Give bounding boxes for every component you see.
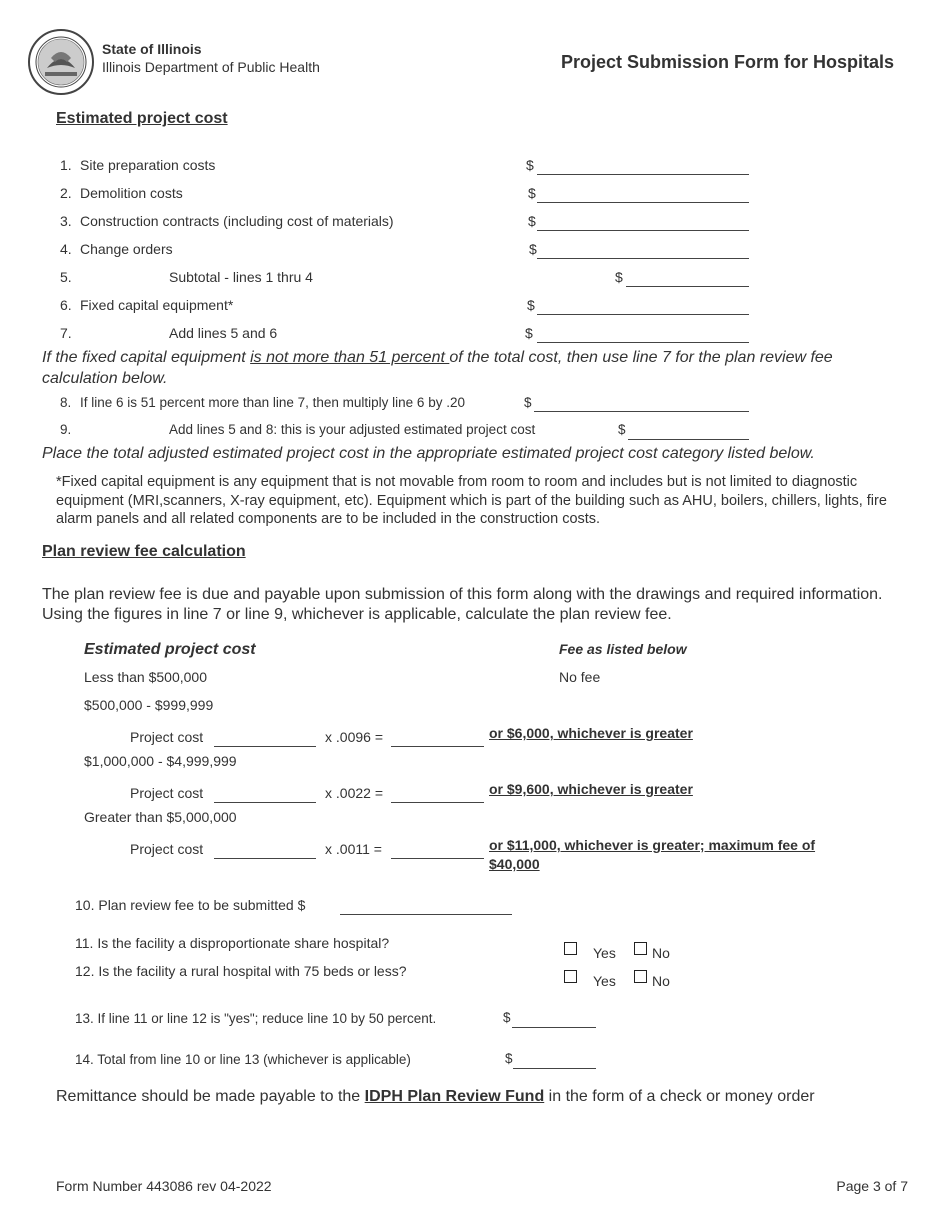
department-name: Illinois Department of Public Health	[102, 59, 320, 75]
line-5-input[interactable]	[626, 286, 749, 287]
line-12-no-checkbox[interactable]	[634, 970, 647, 983]
line-5-label: Subtotal - lines 1 thru 4	[169, 269, 313, 285]
line-6-currency: $	[527, 297, 535, 313]
line-3-input[interactable]	[537, 230, 749, 231]
line-5-currency: $	[615, 269, 623, 285]
line-5-number: 5.	[60, 269, 72, 285]
line-9-input[interactable]	[628, 439, 749, 440]
line-11-no-checkbox[interactable]	[634, 942, 647, 955]
tier-2-fee-note: or $9,600, whichever is greater	[489, 781, 693, 797]
estimated-cost-column-header: Estimated project cost	[84, 641, 256, 658]
line-6-label: Fixed capital equipment*	[80, 297, 234, 313]
line-13-input[interactable]	[512, 1027, 596, 1028]
line-3-label: Construction contracts (including cost of materials)	[80, 213, 394, 229]
line-4-currency: $	[529, 241, 537, 257]
tier-1-range: $500,000 - $999,999	[84, 697, 214, 713]
line-4-number: 4.	[60, 241, 72, 257]
plan-review-fund: IDPH Plan Review Fund	[364, 1088, 545, 1105]
line-1-input[interactable]	[537, 174, 749, 175]
tier-3-fee-input[interactable]	[391, 858, 484, 859]
line-14-input[interactable]	[513, 1068, 596, 1069]
line-12-label: 12. Is the facility a rural hospital with 75 beds or less?	[75, 963, 407, 979]
fee-section-heading: Plan review fee calculation	[42, 543, 246, 560]
line-1-number: 1.	[60, 157, 72, 173]
tier-1-project-cost-label: Project cost	[130, 729, 204, 745]
tier-0-range: Less than $500,000	[84, 669, 207, 685]
tier-3-multiplier: x .0011 =	[325, 841, 382, 857]
line-9-label: Add lines 5 and 8: this is your adjusted estimated project cost	[169, 422, 536, 437]
line-7-instruction: If the fixed capital equipment is not more than 51 percent of the total cost, then use line 7 for the plan review fee calculation below.	[42, 349, 833, 387]
line-14-currency: $	[505, 1051, 513, 1066]
line-11-yes-checkbox[interactable]	[564, 942, 577, 955]
fee-intro: The plan review fee is due and payable upon submission of this form along with the drawings and required information. Using the figures in line 7 or line 9, whichever is applicable, calculate the plan review fee.	[42, 586, 883, 623]
line-2-label: Demolition costs	[80, 185, 183, 201]
line-3-currency: $	[528, 213, 536, 229]
equipment-footnote: *Fixed capital equipment is any equipment that is not movable from room to room and includes but is not limited to diagnostic equipment (MRI,scanners, X-ray equipment, etc). Equipment which is part of the building such as AHU, boilers, chillers, lights, fire alarm panels and all related components are to be included in the construction costs.	[56, 474, 887, 527]
line-4-input[interactable]	[537, 258, 749, 259]
line-2-currency: $	[528, 185, 536, 201]
tier-3-project-cost-label: Project cost	[130, 841, 204, 857]
remittance-note: Remittance should be made payable to the IDPH Plan Review Fund in the form of a check or money order	[56, 1088, 815, 1105]
line-14-label: 14. Total from line 10 or line 13 (whichever is applicable)	[75, 1052, 411, 1067]
form-number: Form Number 443086 rev 04-2022	[56, 1178, 272, 1194]
form-title: Project Submission Form for Hospitals	[560, 52, 894, 72]
line-2-input[interactable]	[537, 202, 749, 203]
line-8-currency: $	[524, 395, 532, 410]
line-4-label: Change orders	[80, 241, 173, 257]
seal-icon	[27, 28, 95, 96]
tier-3-fee-note-line2: $40,000	[489, 856, 540, 872]
tier-1-fee-input[interactable]	[391, 746, 484, 747]
line-12-no-label: No	[652, 973, 670, 989]
adjusted-cost-instruction: Place the total adjusted estimated project cost in the appropriate estimated project cost category listed below.	[42, 445, 815, 462]
line-3-number: 3.	[60, 213, 72, 229]
line-7-currency: $	[525, 325, 533, 341]
line-12-yes-checkbox[interactable]	[564, 970, 577, 983]
line-2-number: 2.	[60, 185, 72, 201]
tier-3-fee-note-line1: or $11,000, whichever is greater; maximum fee of	[489, 837, 816, 853]
fee-column-header: Fee as listed below	[559, 641, 687, 657]
line-10-input[interactable]	[340, 914, 512, 915]
line-10-label: 10. Plan review fee to be submitted $	[75, 897, 306, 913]
line-9-currency: $	[618, 422, 626, 437]
line-6-number: 6.	[60, 297, 72, 313]
tier-2-multiplier: x .0022 =	[325, 785, 383, 801]
state-name: State of Illinois	[102, 41, 202, 57]
line-9-number: 9.	[60, 422, 72, 437]
line-7-input[interactable]	[537, 342, 749, 343]
tier-2-fee-input[interactable]	[391, 802, 484, 803]
tier-3-range: Greater than $5,000,000	[84, 809, 237, 825]
line-8-label: If line 6 is 51 percent more than line 7, then multiply line 6 by .20	[80, 395, 465, 410]
tier-3-project-cost-input[interactable]	[214, 858, 316, 859]
tier-2-project-cost-input[interactable]	[214, 802, 316, 803]
line-1-currency: $	[526, 157, 534, 173]
tier-0-fee: No fee	[559, 669, 601, 685]
line-7-number: 7.	[60, 325, 72, 341]
tier-2-range: $1,000,000 - $4,999,999	[84, 753, 237, 769]
line-12-yes-label: Yes	[593, 973, 616, 989]
line-13-currency: $	[503, 1010, 511, 1025]
line-11-yes-label: Yes	[593, 945, 616, 961]
line-8-number: 8.	[60, 395, 72, 410]
line-13-label: 13. If line 11 or line 12 is "yes"; reduce line 10 by 50 percent.	[75, 1011, 437, 1026]
line-8-input[interactable]	[534, 411, 749, 412]
line-1-label: Site preparation costs	[80, 157, 216, 173]
line-7-label: Add lines 5 and 6	[169, 325, 278, 341]
page-number: Page 3 of 7	[836, 1178, 908, 1194]
state-seal	[27, 28, 95, 96]
tier-1-project-cost-input[interactable]	[214, 746, 316, 747]
tier-1-multiplier: x .0096 =	[325, 729, 383, 745]
line-11-no-label: No	[652, 945, 670, 961]
tier-1-fee-note: or $6,000, whichever is greater	[489, 725, 693, 741]
cost-section-heading: Estimated project cost	[56, 110, 228, 127]
line-6-input[interactable]	[537, 314, 749, 315]
line-11-label: 11. Is the facility a disproportionate share hospital?	[75, 935, 390, 951]
tier-2-project-cost-label: Project cost	[130, 785, 204, 801]
